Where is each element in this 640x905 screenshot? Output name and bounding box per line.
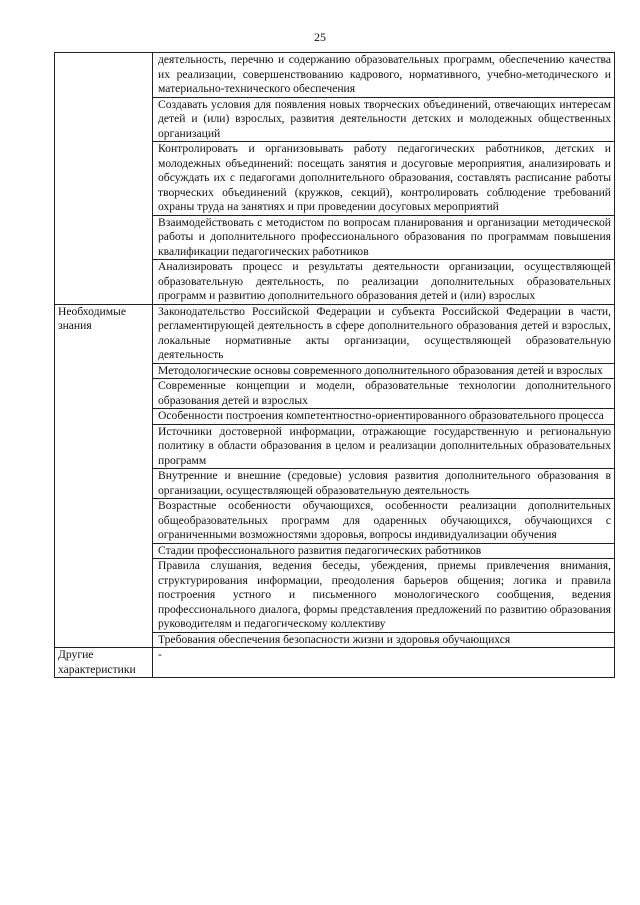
row-content: Методологические основы современного дополнительного образования детей и взрослых bbox=[153, 363, 615, 379]
row-content: Создавать условия для появления новых творческих объединений, отвечающих интересам детей и (или) взрослых, развития деятельности детских и молодежных общественных организаций bbox=[153, 97, 615, 142]
row-group-label: Необходимые знания bbox=[55, 304, 153, 648]
qualification-table bbox=[54, 52, 615, 678]
table-row bbox=[55, 53, 615, 98]
row-content: Контролировать и организовывать работу педагогических работников, детских и молодежных объединений: посещать занятия и досуговые мероприятия, анализировать и обсуждать их с педагогами дополнительного образования, составлять расписание работы творческих объединений (кружков, секций), контролировать соблюдение требований охраны труда на занятиях и при проведении досуговых мероприятий bbox=[153, 142, 615, 216]
row-content: Требования обеспечения безопасности жизни и здоровья обучающихся bbox=[153, 632, 615, 648]
row-content: деятельность, перечню и содержанию образовательных программ, обеспечению качества их реализации, совершенствованию кадрового, нормативного, учебно-методического и материально-технического обеспечения bbox=[153, 53, 615, 98]
row-content: Анализировать процесс и результаты деятельности организации, осуществляющей образовательную деятельность, по реализации дополнительных образовательных программ и развитию дополнительного образования детей и (или) взрослых bbox=[153, 260, 615, 305]
row-content: Возрастные особенности обучающихся, особенности реализации дополнительных общеобразовательных программ для одаренных обучающихся, обучающихся с ограниченными возможностями здоровья, вопросы индивидуализации обучения bbox=[153, 499, 615, 544]
row-group-label bbox=[55, 53, 153, 305]
table-body bbox=[55, 53, 615, 678]
row-group-label: Другие характеристики bbox=[55, 648, 153, 678]
row-content: Законодательство Российской Федерации и субъекта Российской Федерации в части, регламентирующей деятельность в сфере дополнительного образования детей и взрослых, локальные нормативные акты организации, осуществляющей образовательную деятельность bbox=[153, 304, 615, 363]
row-content: Особенности построения компетентностно-ориентированного образовательного процесса bbox=[153, 409, 615, 425]
table-row bbox=[55, 304, 615, 363]
row-content: Стадии профессионального развития педагогических работников bbox=[153, 543, 615, 559]
table-row bbox=[55, 648, 615, 678]
row-content: Внутренние и внешние (средовые) условия развития дополнительного образования в организации, осуществляющей образовательную деятельность bbox=[153, 469, 615, 499]
row-content: Взаимодействовать с методистом по вопросам планирования и организации методической работы и дополнительного профессионального образования по программам повышения квалификации педагогических работников bbox=[153, 215, 615, 260]
row-content: Источники достоверной информации, отражающие государственную и региональную политику в области образования в целом и реализации дополнительных образовательных программ bbox=[153, 424, 615, 469]
row-content: Современные концепции и модели, образовательные технологии дополнительного образования детей и взрослых bbox=[153, 379, 615, 409]
row-content: - bbox=[153, 648, 615, 678]
row-content: Правила слушания, ведения беседы, убеждения, приемы привлечения внимания, структурирования информации, преодоления барьеров общения; логика и правила построения устного и письменного монологического сообщения, ведения профессионального диалога, формы представления предложений по развитию образования руководителям и педагогическому коллективу bbox=[153, 559, 615, 633]
page-number: 25 bbox=[314, 30, 326, 44]
